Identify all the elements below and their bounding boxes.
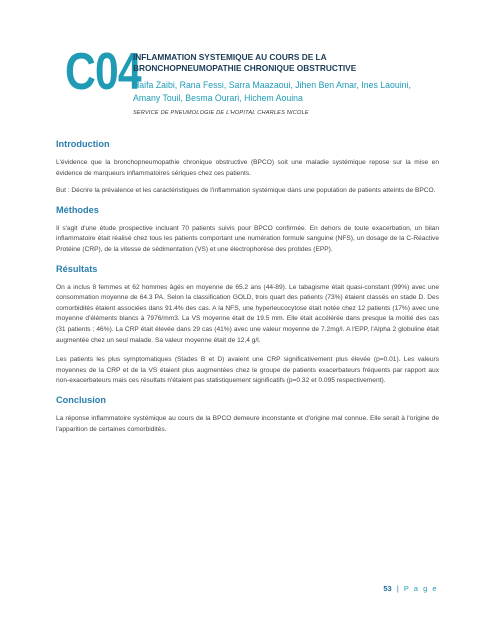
introduction-heading: Introduction: [56, 139, 110, 149]
methodes-paragraph: Il s'agit d'une étude prospective incluant 70 patients suivis pour BPCO confirmée. En dehors de toute exacerbation, un bilan inflammatoire était réalisé chez tous les patients comportant une numération formule sanguine (NFS), un dosage de la C-Réactive Protéine (CRP), de la vitesse de sédimentation (VS) et une électrophorèse des protides (EPP).: [56, 224, 439, 253]
abstract-header: [133, 52, 433, 116]
affiliation: [133, 109, 433, 116]
abstract-title: INFLAMMATION SYSTEMIQUE AU COURS DE LA BRONCHOPNEUMOPATHIE CHRONIQUE OBSTRUCTIVE: [133, 52, 357, 73]
resultats-paragraph-1: On a inclus 8 femmes et 62 hommes âgés en moyenne de 65.2 ans (44-89). Le tabagisme était quasi-constant (99%) avec une consommation moyenne de 64.3 PA. Selon la classification GOLD, trois quart des patients (73%) étaient classés en stade D. Des comorbidités étaient associées dans 91.4% des cas. A la NFS, une hyperleucocytose était notée chez 12 patients (17%) avec une moyenne d'éléments blancs à 7976/mm3. La VS moyenne était de 19.5 mm. Elle était accélérée dans presque la moitié des cas (31 patients ; 46%). La CRP était élevée dans 29 cas (41%) avec une valeur moyenne de 7.2mg/l. A l'EPP, l'Alpha 2 globuline était augmentée chez un seul malade. Sa valeur moyenne était de 12,4 g/l.: [56, 283, 439, 344]
introduction-paragraph-2: But : Décrire la prévalence et les caractéristiques de l'inflammation systémique dans une population de patients atteints de BPCO.: [56, 187, 436, 195]
footer-separator: |: [396, 584, 399, 593]
page-number: 53: [383, 584, 392, 593]
author-list: Haifa Zaibi, Rana Fessi, Sarra Maazaoui, Jihen Ben Amar, Ines Laouini, Amany Touil, Besma Ourari, Hichem Aouina: [133, 80, 411, 104]
conclusion-heading: Conclusion: [56, 394, 107, 405]
affiliation-text: SERVICE DE PNEUMOLOGIE DE L'HOPITAL CHARLES NICOLE: [133, 110, 309, 116]
page-label: P a g e: [403, 584, 438, 593]
page-footer: [383, 584, 438, 593]
conclusion-paragraph: La réponse inflammatoire systémique au cours de la BPCO demeure inconstante et d'origine mal connue. Elle serait à l'origine de l'apparition de certaines comorbidités.: [56, 414, 439, 433]
resultats-heading: Résultats: [56, 263, 98, 274]
methodes-heading: Méthodes: [56, 204, 99, 215]
introduction-paragraph-1: L'évidence que la bronchopneumopathie chronique obstructive (BPCO) soit une maladie systémique repose sur la mise en évidence de marqueurs inflammatoires sériques chez ces patients.: [56, 159, 439, 177]
abstract-body: [56, 138, 439, 435]
resultats-paragraph-2: Les patients les plus symptomatiques (Stades B et D) avaient une CRP significativement plus élevée (p=0.01). Les valeurs moyennes de la CRP et de la VS étaient plus augmentées chez le groupe de patients exacerbateurs fréquents par rapport aux non-exacerbateurs mais ces résultats n'étaient pas statistiquement significatifs (p=0.32 et 0.095 respectivement).: [56, 356, 439, 385]
abstract-code: C04: [65, 43, 141, 101]
